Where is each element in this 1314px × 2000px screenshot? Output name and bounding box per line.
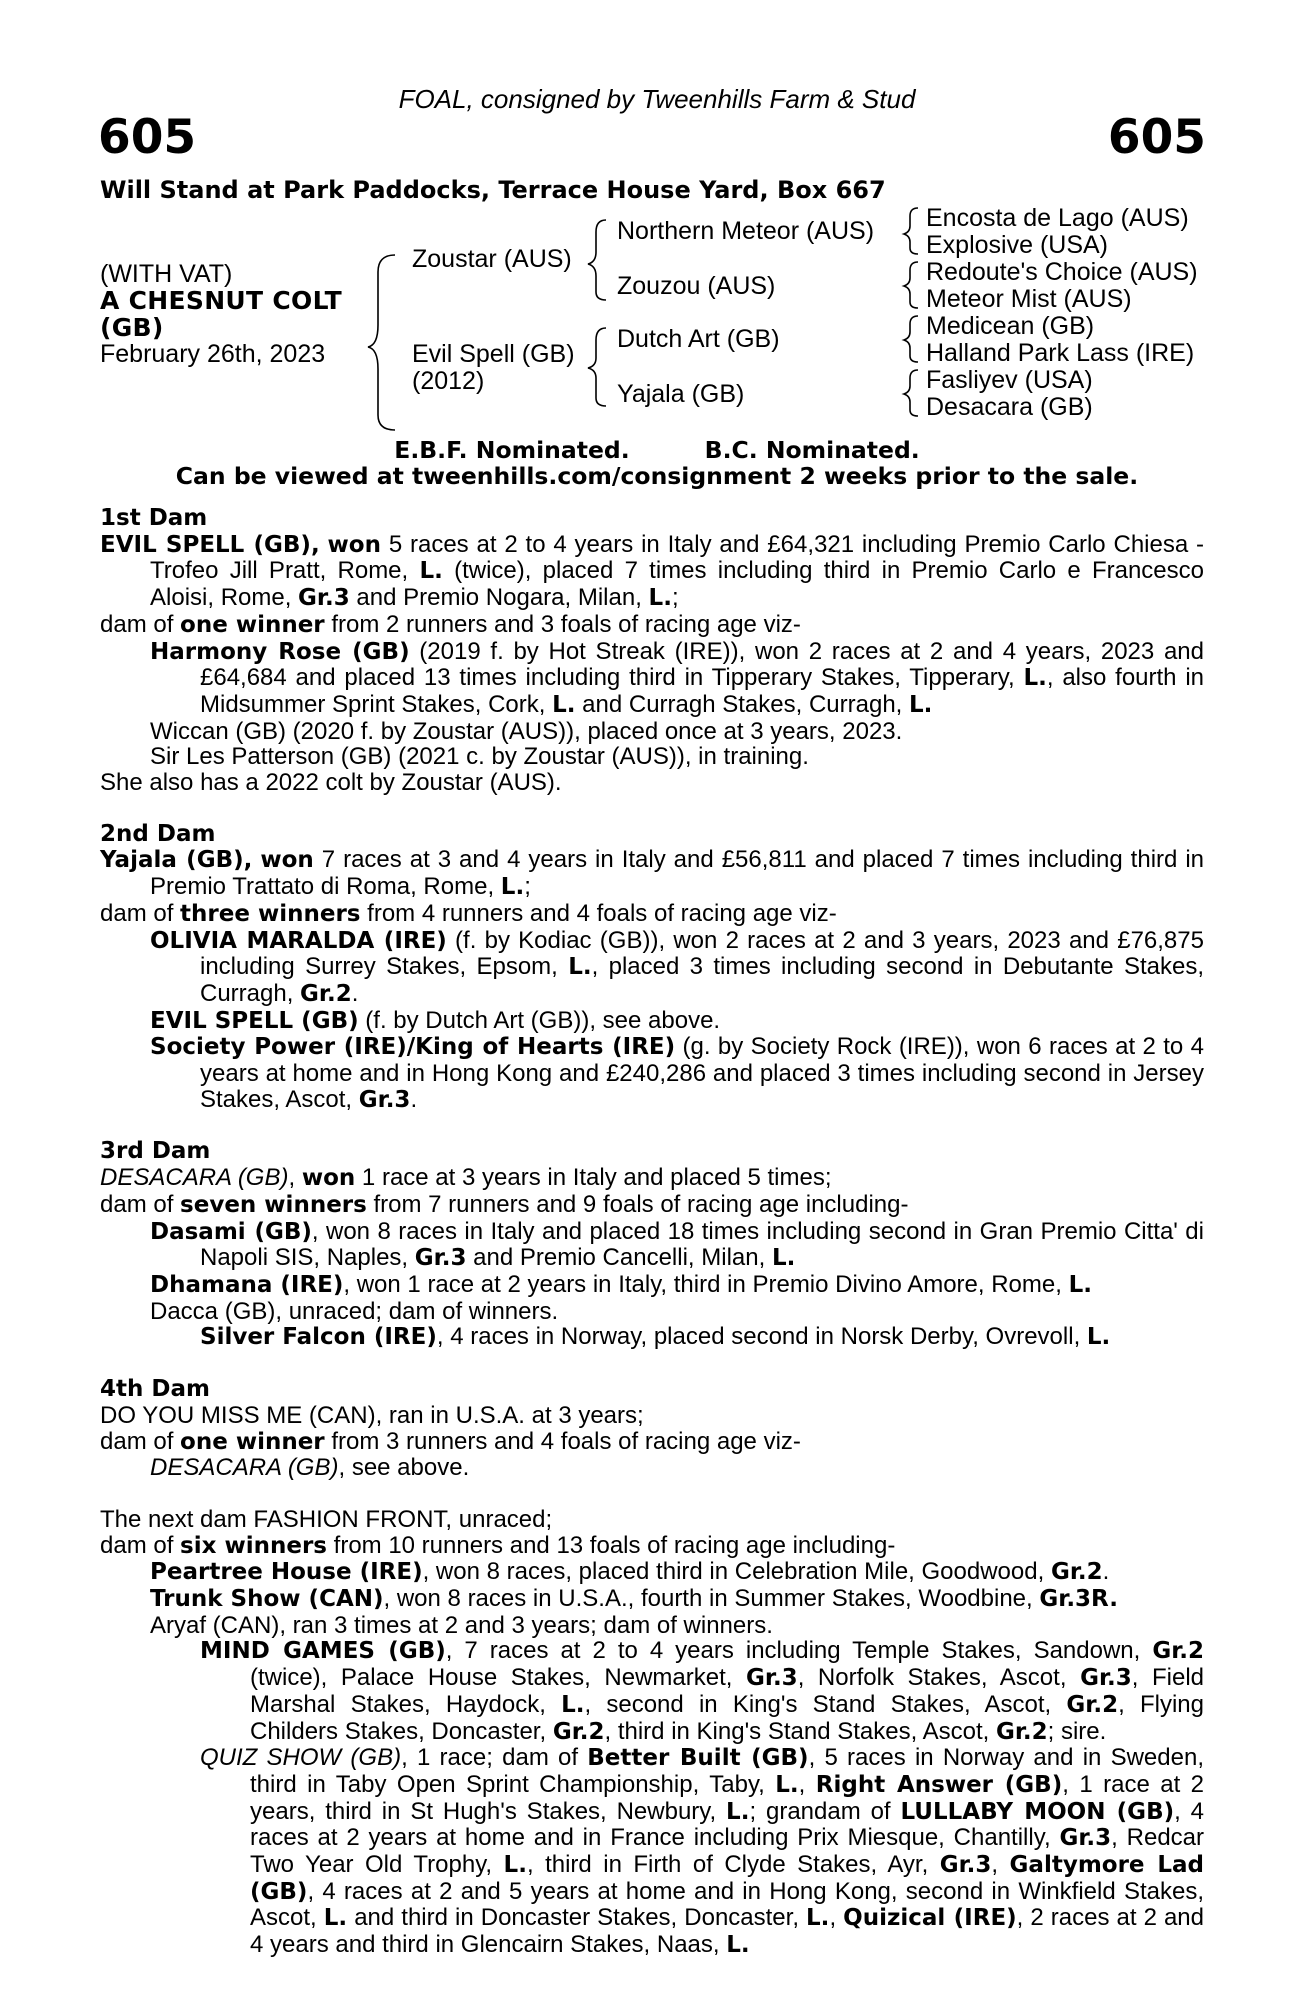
dam4-record: DO YOU MISS ME (CAN), ran in U.S.A. at 3 years;	[100, 1401, 644, 1429]
dam5-record: The next dam FASHION FRONT, unraced;	[100, 1505, 553, 1533]
dam1-also: She also has a 2022 colt by Zoustar (AUS).	[100, 769, 562, 797]
dam1-produce-summary: dam of one winner from 2 runners and 3 foals of racing age viz-	[100, 610, 801, 638]
section-heading-2nd-dam: 2nd Dam	[100, 820, 216, 847]
dam3-record: DESACARA (GB), won 1 race at 3 years in Italy and placed 5 times;	[100, 1164, 832, 1192]
nominations	[0, 436, 1314, 464]
lot-number-right: 605	[1107, 110, 1206, 165]
gen3-7: Fasliyev (USA)	[926, 366, 1093, 394]
dam3-progeny-3: Dacca (GB), unraced; dam of winners.	[150, 1297, 559, 1325]
horse-name: A CHESNUT COLT	[100, 286, 343, 315]
dam5-progeny-3: Aryaf (CAN), ran 3 times at 2 and 3 years; dam of winners.	[150, 1611, 773, 1639]
dam5-progeny-2: Trunk Show (CAN), won 8 races in U.S.A., fourth in Summer Stakes, Woodbine, Gr.3R.	[150, 1585, 1118, 1613]
sire-dam: Zouzou (AUS)	[617, 272, 776, 300]
dam5-grandprogeny-mind-games: MIND GAMES (GB), 7 races at 2 to 4 years including Temple Stakes, Sandown, Gr.2 (twice), Palace House Stakes, Newmarket, Gr.3, Norfolk Stakes, Ascot, Gr.3, Field Marshal Stakes, Haydock, L., second in King's Stand Stakes, Ascot, Gr.2, Flying Childers Stakes, Doncaster, Gr.2, third in King's Stand Stakes, Ascot, Gr.2; sire.	[200, 1637, 1205, 1745]
gen3-4: Meteor Mist (AUS)	[926, 285, 1132, 313]
dam1-progeny-3: Sir Les Patterson (GB) (2021 c. by Zoustar (AUS)), in training.	[150, 743, 809, 771]
stand-location: Will Stand at Park Paddocks, Terrace House Yard, Box 667	[100, 176, 886, 204]
consignment-line: FOAL, consigned by Tweenhills Farm & Stud	[398, 84, 916, 114]
dam: Evil Spell (GB)	[412, 340, 575, 368]
section-heading-4th-dam: 4th Dam	[100, 1376, 210, 1403]
ebf-nominated: E.B.F. Nominated.	[394, 436, 630, 464]
dam-dam: Yajala (GB)	[617, 380, 745, 408]
gen3-8: Desacara (GB)	[926, 393, 1093, 421]
dam1-progeny-1: Harmony Rose (GB) (2019 f. by Hot Streak (IRE)), won 2 races at 2 and 4 years, 2023 and £64,684 and placed 13 times including third in Tipperary Stakes, Tipperary, L., also fourth in Midsummer Sprint Stakes, Cork, L. and Curragh Stakes, Curragh, L.	[150, 637, 1205, 718]
dam2-progeny-1: OLIVIA MARALDA (IRE) (f. by Kodiac (GB)), won 2 races at 2 and 3 years, 2023 and £76,875 including Surrey Stakes, Epsom, L., placed 3 times including second in Debutante Stakes, Curragh, Gr.2.	[150, 926, 1204, 1007]
gen3-2: Explosive (USA)	[926, 231, 1108, 259]
gen3-1: Encosta de Lago (AUS)	[926, 204, 1189, 232]
dam3-progeny-1: Dasami (GB), won 8 races in Italy and placed 18 times including second in Gran Premio Citta' di Napoli SIS, Naples, Gr.3 and Premio Cancelli, Milan, L.	[150, 1217, 1204, 1272]
dam5-produce-summary: dam of six winners from 10 runners and 13 foals of racing age including-	[100, 1531, 896, 1559]
dam3-produce-summary: dam of seven winners from 7 runners and 9 foals of racing age including-	[100, 1190, 909, 1218]
lot-number-left: 605	[98, 110, 197, 165]
dam3-progeny-2: Dhamana (IRE), won 1 race at 2 years in Italy, third in Premio Divino Amore, Rome, L.	[150, 1270, 1092, 1298]
bc-nominated: B.C. Nominated.	[704, 436, 920, 464]
gen3-6: Halland Park Lass (IRE)	[926, 339, 1195, 367]
dam3-grandprogeny-1: Silver Falcon (IRE), 4 races in Norway, placed second in Norsk Derby, Ovrevoll, L.	[200, 1323, 1111, 1351]
vat-note: (WITH VAT)	[100, 260, 233, 288]
dam2-progeny-3: Society Power (IRE)/King of Hearts (IRE) (g. by Society Rock (IRE)), won 6 races at 2 to 4 years at home and in Hong Kong and £240,286 and placed 3 times including second in Jersey Stakes, Ascot, Gr.3.	[150, 1033, 1204, 1113]
viewing-note: Can be viewed at tweenhills.com/consignment 2 weeks prior to the sale.	[175, 462, 1139, 490]
dam2-record: Yajala (GB), won 7 races at 3 and 4 years in Italy and £56,811 and placed 7 times including third in Premio Trattato di Roma, Rome, L.;	[100, 846, 1205, 901]
dam-sire: Dutch Art (GB)	[617, 325, 780, 353]
dam1-progeny-2: Wiccan (GB) (2020 f. by Zoustar (AUS)), placed once at 3 years, 2023.	[150, 717, 903, 745]
section-heading-1st-dam: 1st Dam	[100, 505, 208, 531]
sire: Zoustar (AUS)	[412, 245, 572, 273]
dam-year: (2012)	[412, 367, 485, 395]
dam4-progeny-1: DESACARA (GB), see above.	[150, 1454, 470, 1482]
dam2-produce-summary: dam of three winners from 4 runners and 4 foals of racing age viz-	[100, 899, 837, 927]
catalogue-body	[100, 506, 1204, 1959]
dam2-progeny-2: EVIL SPELL (GB) (f. by Dutch Art (GB)), see above.	[150, 1006, 721, 1034]
dam1-record: EVIL SPELL (GB), won 5 races at 2 to 4 years in Italy and £64,321 including Premio Carlo Chiesa - Trofeo Jill Pratt, Rome, L. (twice), placed 7 times including third in Premio Carlo e Francesco Aloisi, Rome, Gr.3 and Premio Nogara, Milan, L.;	[100, 530, 1205, 612]
horse-name-country: (GB)	[100, 313, 164, 342]
gen3-3: Redoute's Choice (AUS)	[926, 258, 1198, 286]
dam4-produce-summary: dam of one winner from 3 runners and 4 foals of racing age viz-	[100, 1427, 801, 1455]
foaling-date: February 26th, 2023	[100, 340, 326, 368]
gen3-5: Medicean (GB)	[926, 312, 1095, 340]
dam5-grandprogeny-quiz-show: QUIZ SHOW (GB), 1 race; dam of Better Built (GB), 5 races in Norway and in Sweden, third in Taby Open Sprint Championship, Taby, L., Right Answer (GB), 1 race at 2 years, third in St Hugh's Stakes, Newbury, L.; grandam of LULLABY MOON (GB), 4 races at 2 years at home and in France including Prix Miesque, Chantilly, Gr.3, Redcar Two Year Old Trophy, L., third in Firth of Clyde Stakes, Ayr, Gr.3, Galtymore Lad (GB), 4 races at 2 and 5 years at home and in Hong Kong, second in Winkfield Stakes, Ascot, L. and third in Doncaster Stakes, Doncaster, L., Quizical (IRE), 2 races at 2 and 4 years and third in Glencairn Stakes, Naas, L.	[200, 1744, 1205, 1959]
section-heading-3rd-dam: 3rd Dam	[100, 1138, 211, 1165]
sire-sire: Northern Meteor (AUS)	[617, 217, 875, 245]
dam5-progeny-1: Peartree House (IRE), won 8 races, placed third in Celebration Mile, Goodwood, Gr.2.	[150, 1558, 1110, 1586]
